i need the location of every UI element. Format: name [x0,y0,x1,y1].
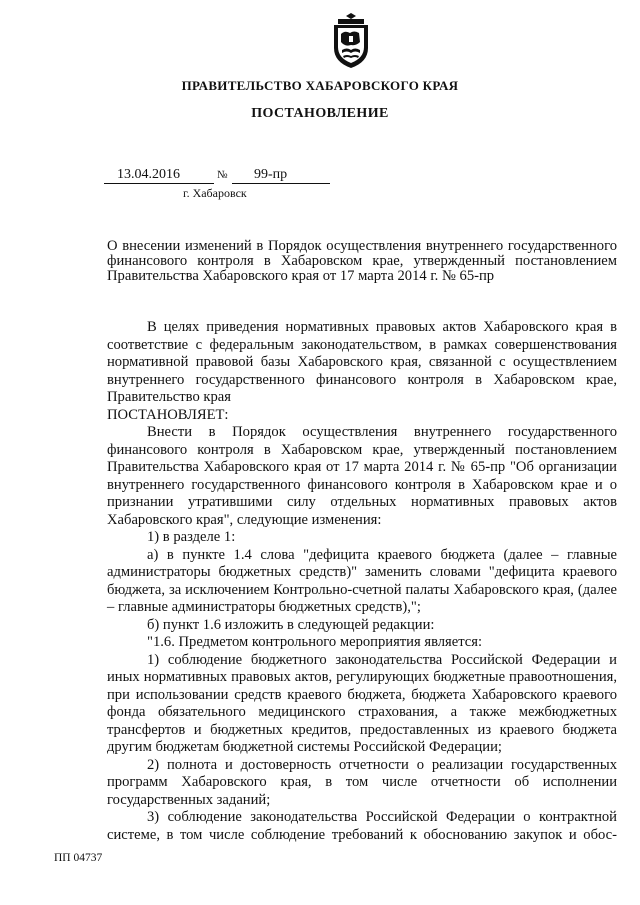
body-paragraph: 1) в разделе 1: [147,529,236,545]
footer-code: ПП 04737 [54,852,103,864]
body-paragraph: б) пункт 1.6 изложить в следующей редакции: [147,616,435,633]
document-type-title: ПОСТАНОВЛЕНИЕ [251,106,389,121]
body-paragraph: 3) соблюдение законодательства Российской Федерации о контрактной системе, в том числе соблюдение требований к обоснованию закупок и обос- [107,809,617,843]
number-sign: № [217,169,228,181]
document-city: г. Хабаровск [183,186,247,200]
document-subject: О внесении изменений в Порядок осуществления внутреннего государственного финансового контроля в Хабаровском крае, утвержденный постановлением Правительства Хабаровского края от 17 марта 2014 г. № 65-пр [107,238,617,284]
government-name: ПРАВИТЕЛЬСТВО ХАБАРОВСКОГО КРАЯ [181,78,459,93]
document-number: 99-пр [232,166,330,184]
resolves-word: ПОСТАНОВЛЯЕТ: [107,406,229,423]
body-paragraph: Внести в Порядок осуществления внутреннего государственного финансового контроля в Хабаровском крае, утвержденный постановлением Правительства Хабаровского края от 17 марта 2014 г. № 65-пр "Об организации внутреннего государственного финансового контроля в Хабаровском крае и о признании утратившими силу отдельных нормативных правовых актов Хабаровского края", следующие изменения: [107,424,617,528]
body-paragraph: а) в пункте 1.4 слова "дефицита краевого бюджета (далее – главные администраторы бюджетных средств)" заменить словами "дефицита краевого бюджета, за исключением Контрольно-счетной палаты Хабаровского края, (далее – главные администраторы бюджетных средств),"; [107,546,617,615]
body-paragraph: 2) полнота и достоверность отчетности о реализации государственных программ Хабаровского края, в том числе отчетности об исполнении государственных заданий; [107,756,617,808]
coat-of-arms-icon [329,12,373,70]
preamble: В целях приведения нормативных правовых актов Хабаровского края в соответствие с федеральным законодательством, в рамках совершенствования нормативной правовой базы Хабаровского края, связанной с осуществлением внутреннего государственного финансового контроля в Хабаровском крае, Правительство края [107,319,617,405]
document-body [107,319,617,844]
body-paragraph: "1.6. Предметом контрольного мероприятия является: [147,634,483,650]
body-paragraph: 1) соблюдение бюджетного законодательства Российской Федерации и иных нормативных правовых актов, регулирующих бюджетные правоотношения, при использовании средств краевого бюджета, бюджета Хабаровского краевого фонда обязательного медицинского страхования, а также межбюджетных трансфертов и бюджетных кредитов, предоставленных из краевого бюджета другим бюджетам бюджетной системы Российской Федерации; [107,651,617,755]
document-date: 13.04.2016 [104,166,214,184]
